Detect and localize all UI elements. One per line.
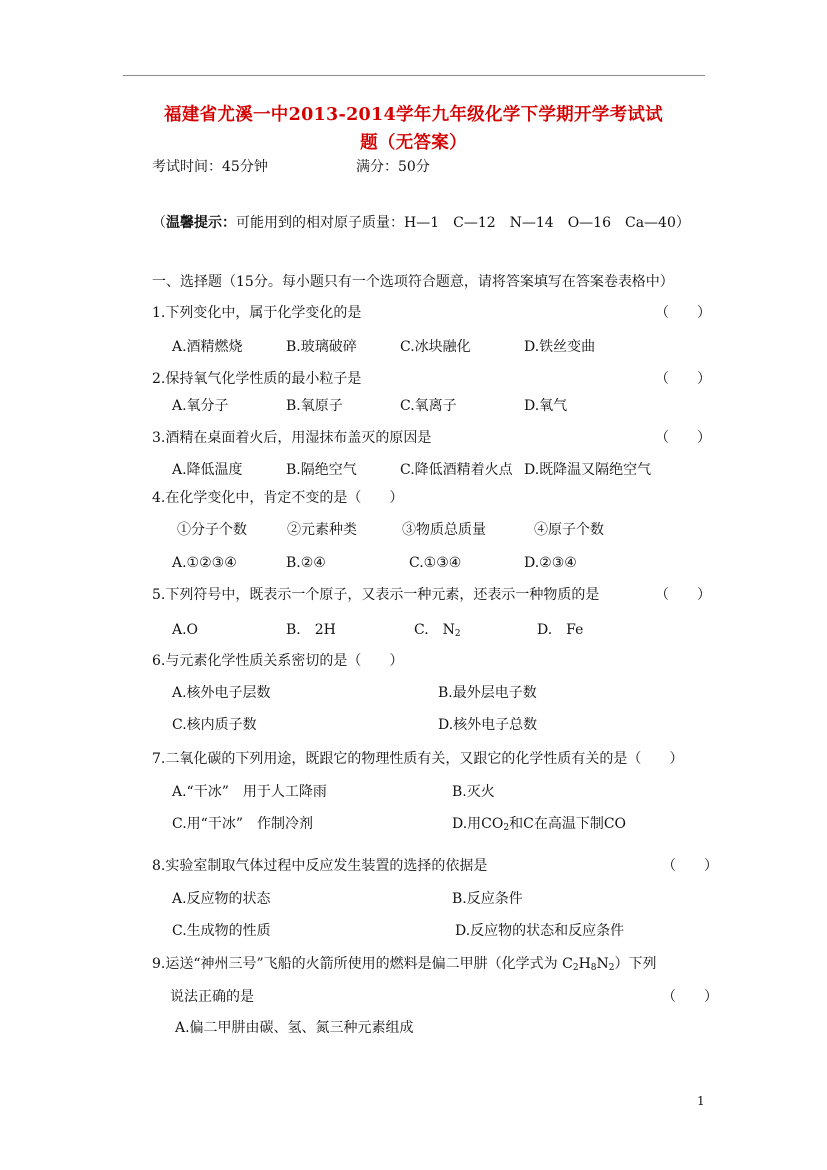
q1-option-a: A.酒精燃烧 xyxy=(172,339,243,355)
q7-option-a: A.“干冰” 用于人工降雨 xyxy=(172,784,327,800)
document-title-line1: 福建省尤溪一中2013-2014学年九年级化学下学期开学考试试 xyxy=(164,105,663,125)
q8-option-b: B.反应条件 xyxy=(452,891,523,907)
q2-option-a: A.氧分子 xyxy=(172,398,229,414)
q7-option-d xyxy=(452,816,626,832)
q7-stem: 7.二氧化碳的下列用途，既跟它的物理性质有关，又跟它的化学性质有关的是（ ） xyxy=(152,751,684,767)
q6-option-a: A.核外电子层数 xyxy=(172,685,271,701)
q8-stem: 8.实验室制取气体过程中反应发生装置的选择的依据是 xyxy=(152,858,488,874)
q4-item-3: ③物质总质量 xyxy=(402,522,486,538)
hint-text: 可能用到的相对原子质量：H—1 C—12 N—14 O—16 Ca—40） xyxy=(236,215,690,231)
q4-option-a: A.①②③④ xyxy=(172,555,237,571)
q6-option-c: C.核内质子数 xyxy=(172,717,257,733)
q6-stem: 6.与元素化学性质关系密切的是（ ） xyxy=(152,653,404,669)
q2-answer-paren: （ ） xyxy=(655,371,711,387)
q4-option-b: B.②④ xyxy=(286,555,326,571)
q2-stem: 2.保持氧气化学性质的最小粒子是 xyxy=(152,371,362,387)
q9-formula-sub-h: 8 xyxy=(590,963,597,973)
q8-answer-paren: （ ） xyxy=(662,858,718,874)
hint-open-paren: （ xyxy=(152,215,166,231)
q4-stem: 4.在化学变化中，肯定不变的是（ ） xyxy=(152,490,404,506)
section-heading: 一、选择题（15分。每小题只有一个选项符合题意，请将答案填写在答案卷表格中） xyxy=(152,274,674,290)
document-title-line2: 题（无答案） xyxy=(360,133,467,153)
q9-formula-h: H xyxy=(578,956,591,972)
q4-option-d: D.②③④ xyxy=(524,555,577,571)
q3-option-a: A.降低温度 xyxy=(172,462,243,478)
q5-option-a: A.O xyxy=(172,622,199,638)
hint-line xyxy=(152,215,690,231)
q9-answer-paren: （ ） xyxy=(662,989,718,1005)
q4-item-2: ②元素种类 xyxy=(287,522,357,538)
q3-option-c: C.降低酒精着火点 xyxy=(400,462,513,478)
q7-option-c: C.用“干冰” 作制冷剂 xyxy=(172,816,313,832)
q9-stem-text-end: ）下列 xyxy=(614,956,657,972)
q3-option-b: B.隔绝空气 xyxy=(286,462,357,478)
q1-answer-paren: （ ） xyxy=(655,305,711,321)
q7-option-d-text: D.用CO xyxy=(452,816,504,832)
header-rule xyxy=(123,75,705,76)
q1-option-c: C.冰块融化 xyxy=(400,339,471,355)
q4-item-4: ④原子个数 xyxy=(534,522,604,538)
q5-option-c-text: C. N xyxy=(414,622,455,638)
q5-stem: 5.下列符号中，既表示一个原子，又表示一种元素，还表示一种物质的是 xyxy=(152,587,600,603)
q9-stem xyxy=(152,956,657,972)
q8-option-a: A.反应物的状态 xyxy=(172,891,271,907)
q2-option-c: C.氧离子 xyxy=(400,398,457,414)
q8-option-c: C.生成物的性质 xyxy=(172,923,271,939)
page-number: 1 xyxy=(697,1094,705,1108)
q4-item-1: ①分子个数 xyxy=(177,522,247,538)
q5-option-d: D. Fe xyxy=(537,622,584,638)
q7-option-d-text-end: 和C在高温下制CO xyxy=(509,816,627,832)
hint-label: 温馨提示： xyxy=(166,215,236,231)
q9-stem-text: 9.运送“神州三号”飞船的火箭所使用的燃料是偏二甲肼（化学式为 C xyxy=(152,956,573,972)
q1-option-b: B.玻璃破碎 xyxy=(286,339,357,355)
q3-option-d: D.既降温又隔绝空气 xyxy=(524,462,652,478)
q9-formula-sub-c: 2 xyxy=(572,963,579,973)
q5-option-c-subscript: 2 xyxy=(454,629,461,639)
q1-option-d: D.铁丝变曲 xyxy=(524,339,596,355)
q2-option-b: B.氧原子 xyxy=(286,398,343,414)
q6-option-d: D.核外电子总数 xyxy=(438,717,538,733)
q7-option-b: B.灭火 xyxy=(452,784,495,800)
q1-stem: 1.下列变化中，属于化学变化的是 xyxy=(152,305,362,321)
q9-formula-n: N xyxy=(596,956,609,972)
q6-option-b: B.最外层电子数 xyxy=(438,685,537,701)
exam-time: 考试时间：45分钟 xyxy=(152,159,268,175)
q7-option-d-subscript: 2 xyxy=(503,823,510,833)
q5-option-c xyxy=(414,622,461,638)
q9-option-a: A.偏二甲肼由碳、氢、氮三种元素组成 xyxy=(175,1020,414,1036)
q3-answer-paren: （ ） xyxy=(655,430,711,446)
q3-stem: 3.酒精在桌面着火后，用湿抹布盖灭的原因是 xyxy=(152,430,432,446)
q2-option-d: D.氧气 xyxy=(524,398,568,414)
q5-option-b: B. 2H xyxy=(286,622,336,638)
full-score: 满分：50分 xyxy=(356,159,430,175)
q4-option-c: C.①③④ xyxy=(409,555,462,571)
q5-answer-paren: （ ） xyxy=(655,587,711,603)
q9-formula-sub-n: 2 xyxy=(608,963,615,973)
q9-stem-line2: 说法正确的是 xyxy=(170,989,254,1005)
q8-option-d: D.反应物的状态和反应条件 xyxy=(455,923,625,939)
